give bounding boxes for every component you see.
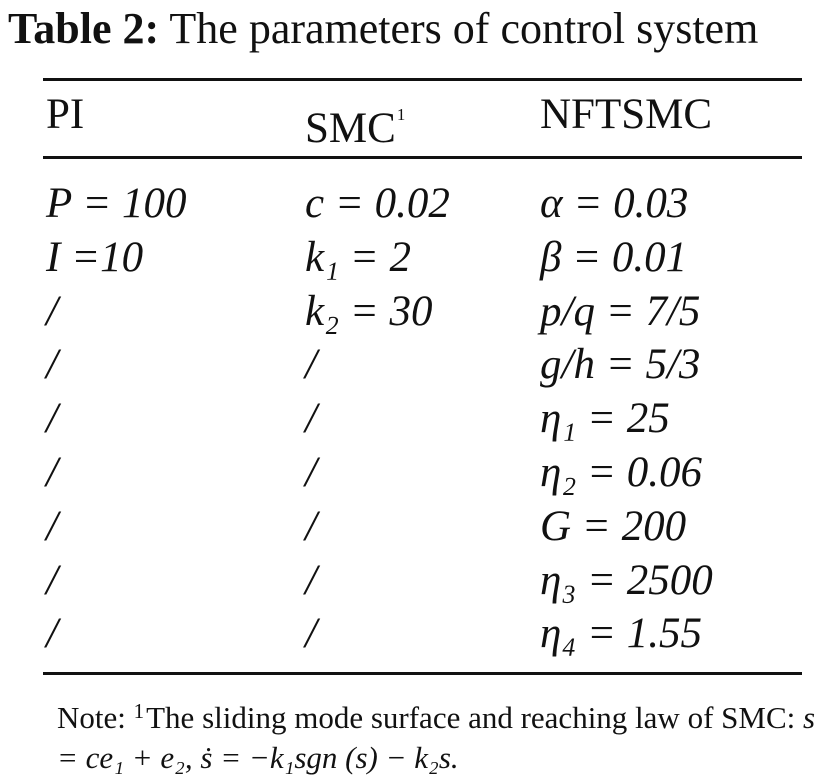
- table-cell: /: [305, 556, 317, 604]
- table-cell: P = 100: [46, 180, 187, 227]
- table-cell: /: [46, 287, 58, 335]
- table-cell: /: [305, 448, 317, 496]
- header-pi-text: PI: [46, 91, 85, 138]
- header-nftsmc-text: NFTSMC: [540, 91, 713, 138]
- table-cell: /: [46, 341, 58, 389]
- note-prefix: Note:: [57, 700, 126, 735]
- table-cell: /: [305, 610, 317, 658]
- table-title: The parameters of control system: [169, 4, 759, 53]
- header-smc: [305, 88, 405, 156]
- table-header-rule: [43, 156, 802, 159]
- table-cell: c = 0.02: [305, 180, 450, 227]
- table-cell: k₂ = 30: [305, 287, 433, 335]
- table-row: [0, 500, 833, 554]
- table-cell: /: [305, 395, 317, 443]
- table-cell: /: [305, 341, 317, 389]
- table-cell: η₂ = 0.06: [540, 448, 703, 496]
- note-text: The sliding mode surface and reaching law of SMC:: [146, 700, 796, 735]
- table-cell: p/q = 7/5: [540, 287, 701, 335]
- table-body: [0, 177, 833, 661]
- table-cell: G = 200: [540, 502, 687, 550]
- table-cell: η₄ = 1.55: [540, 610, 703, 658]
- table-row: [0, 231, 833, 285]
- note-footnote-mark: 1: [133, 699, 145, 723]
- table-row: [0, 285, 833, 339]
- table-top-rule: [43, 78, 802, 81]
- table-cell: I =10: [46, 233, 144, 281]
- table-cell: /: [46, 610, 58, 658]
- header-pi: [46, 88, 84, 142]
- table-row: [0, 177, 833, 231]
- table-cell: α = 0.03: [540, 180, 689, 227]
- table-row: [0, 446, 833, 500]
- table-cell: /: [46, 395, 58, 443]
- note-formula: s = ce₁ + e₂, ṡ = −k₁sgn (s) − k₂s.: [57, 700, 816, 775]
- table-row: [0, 338, 833, 392]
- table-cell: /: [46, 448, 58, 496]
- table-caption: [8, 2, 833, 56]
- table-row: [0, 607, 833, 661]
- table-cell: η₁ = 25: [540, 395, 670, 443]
- table-bottom-rule: [43, 672, 802, 675]
- table-note: [57, 691, 827, 778]
- table-cell: /: [305, 502, 317, 550]
- table-cell: k₁ = 2: [305, 233, 412, 281]
- table-header-row: [0, 88, 833, 152]
- header-smc-text: SMC: [305, 105, 396, 152]
- header-smc-footnote-mark: 1: [396, 105, 406, 124]
- header-nftsmc: [540, 88, 712, 142]
- table-row: [0, 554, 833, 608]
- table-cell: η₃ = 2500: [540, 556, 713, 604]
- table-cell: g/h = 5/3: [540, 341, 701, 389]
- table-cell: /: [46, 556, 58, 604]
- table-row: [0, 392, 833, 446]
- table-cell: /: [46, 502, 58, 550]
- table-label: Table 2:: [8, 4, 160, 53]
- table-cell: β = 0.01: [540, 233, 688, 281]
